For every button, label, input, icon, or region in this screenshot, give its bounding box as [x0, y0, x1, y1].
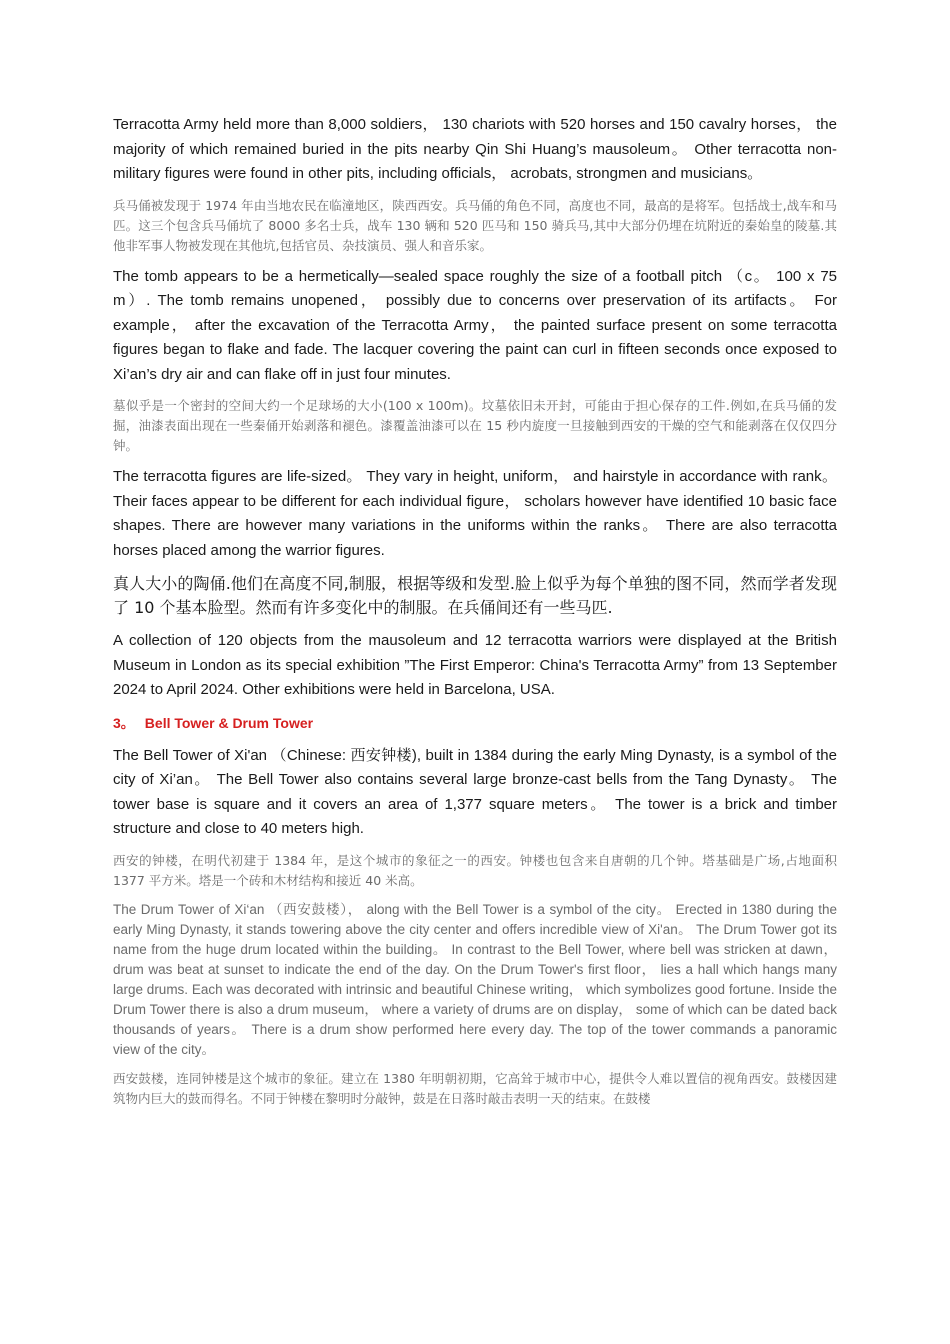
paragraph-tomb-en: The tomb appears to be a hermetically—sealed space roughly the size of a football pitch （c。 100 x 75 m）. The tomb remains unopened， possibly due to concerns over preservation of its artifacts。 For example， after the excavation of the Terracotta Army， the painted surface present on some terracotta figures began to flake and fade. The lacquer covering the paint can curl in fifteen seconds once exposed to Xi’an’s dry air and can flake off in just four minutes. — [113, 267, 837, 383]
section-number: 3。 — [113, 714, 135, 731]
document-page — [113, 113, 837, 1118]
section-heading — [113, 712, 837, 734]
paragraph-terracotta-army-en: Terracotta Army held more than 8,000 soldiers， 130 chariots with 520 horses and 150 cavalry horses， the majority of which remained buried in the pits nearby Qin Shi Huang’s mausoleum。 Other terracotta non-military figures were found in other pits, including officials， acrobats, strongmen and musicians。 — [113, 116, 837, 182]
paragraph-drum-tower-en: The Drum Tower of Xi‘an （西安鼓楼）， along with the Bell Tower is a symbol of the city。 Erected in 1380 during the early Ming Dynasty, it stands towering above the city center and offers incredible view of Xi'an。 The Drum Tower got its name from the huge drum located within the building。 In contrast to the Bell Tower, where bell was stricken at dawn， drum was beat at sunset to indicate the end of the day. On the Drum Tower's first floor， lies a hall which hangs many large drums. Each was decorated with intrinsic and beautiful Chinese writing， which symbolizes good fortune. Inside the Drum Tower there is also a drum museum， where a variety of drums are on display， some of which can be dated back thousands of years。 There is a drum show performed here every day. The top of the tower commands a panoramic view of the city。 — [113, 901, 837, 1057]
paragraph-figures-zh: 真人大小的陶俑.他们在高度不同,制服，根据等级和发型.脸上似乎为每个单独的图不同，然而学者发现了 10 个基本脸型。然而有许多变化中的制服。在兵俑间还有一些马匹. — [113, 574, 837, 617]
paragraph-figures-en: The terracotta figures are life-sized。 They vary in height, uniform， and hairstyle in accordance with rank。 Their faces appear to be different for each individual figure， scholars however have identified 10 basic face shapes. There are however many variations in the uniforms within the ranks。 There are also terracotta horses placed among the warrior figures. — [113, 468, 837, 559]
paragraph-tomb-zh: 墓似乎是一个密封的空间大约一个足球场的大小(100 x 100m)。坟墓依旧未开封，可能由于担心保存的工件.例如,在兵马俑的发掘，油漆表面出现在一些秦俑开始剥落和褪色。漆覆盖油漆可以在 15 秒内旋度一旦接触到西安的干燥的空气和能剥落在仅仅四分钟。 — [113, 398, 837, 453]
section-title: Bell Tower & Drum Tower — [144, 714, 314, 731]
paragraph-drum-tower-zh: 西安鼓楼，连同钟楼是这个城市的象征。建立在 1380 年明朝初期，它高耸于城市中心，提供令人难以置信的视角西安。鼓楼因建筑物内巨大的鼓而得名。不同于钟楼在黎明时分敲钟，鼓是在日落时敲击表明一天的结束。在鼓楼 — [113, 1070, 837, 1106]
paragraph-exhibition-en: A collection of 120 objects from the mausoleum and 12 terracotta warriors were displayed at the British Museum in London as its special exhibition ”The First Emperor: China's Terracotta Army” from 13 September 2024 to April 2024. Other exhibitions were held in Barcelona, USA. — [113, 632, 837, 698]
paragraph-bell-tower-en: The Bell Tower of Xi'an （Chinese: 西安钟楼), built in 1384 during the early Ming Dynasty, is a symbol of the city of Xi’an。 The Bell Tower also contains several large bronze-cast bells from the Tang Dynasty。 The tower base is square and it covers an area of 1,377 square meters。 The tower is a brick and timber structure and close to 40 meters high. — [113, 746, 837, 837]
paragraph-terracotta-army-zh: 兵马俑被发现于 1974 年由当地农民在临潼地区，陕西西安。兵马俑的角色不同，高度也不同，最高的是将军。包括战士,战车和马匹。这三个包含兵马俑坑了 8000 多名士兵，战车 130 辆和 520 匹马和 150 骑兵马,其中大部分仍埋在坑附近的秦始皇的陵墓.其他非军事人物被发现在其他坑,包括官员、杂技演员、强人和音乐家。 — [113, 197, 837, 253]
paragraph-bell-tower-zh: 西安的钟楼，在明代初建于 1384 年，是这个城市的象征之一的西安。钟楼也包含来自唐朝的几个钟。塔基础是广场,占地面积 1377 平方米。塔是一个砖和木材结构和接近 40 米高。 — [113, 852, 837, 888]
